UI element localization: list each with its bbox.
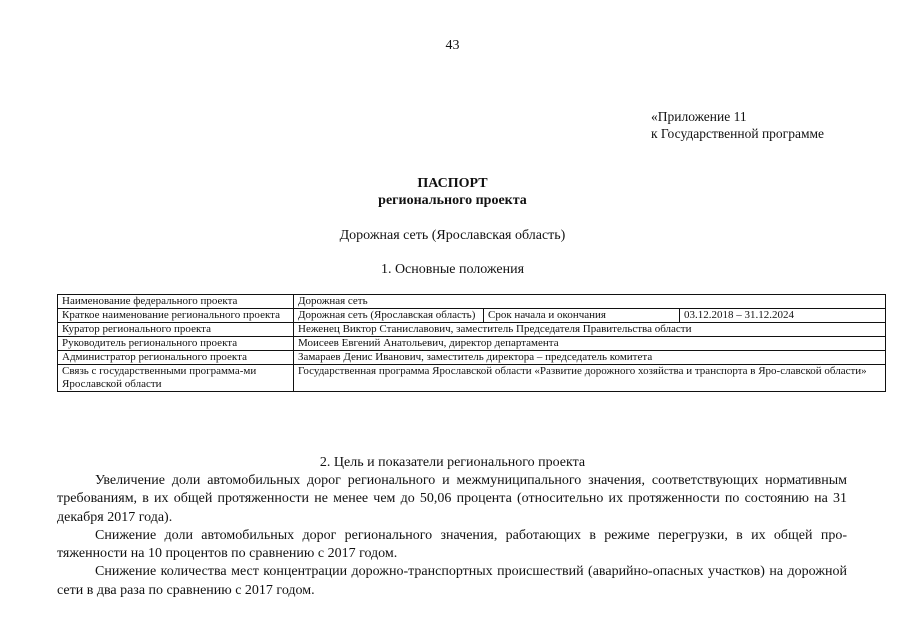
row-label: Администратор регионального проекта <box>58 351 294 365</box>
table-row <box>58 337 886 351</box>
row-value: Моисеев Евгений Анатольевич, директор департамента <box>294 337 886 351</box>
appendix-line-1: «Приложение 11 <box>651 109 747 124</box>
table-row <box>58 365 886 392</box>
section-1-heading: 1. Основные положения <box>380 262 525 277</box>
appendix-reference <box>651 108 824 142</box>
row-value: Дорожная сеть (Ярославская область) <box>294 309 484 323</box>
goal-paragraph: Увеличение доли автомобильных дорог регионального и межмуниципального значения, соответствующих нормативным требованиям, в их общей протяженности не менее чем до 50,06 процента (относительно их протяженности по состоянию на 31 декабря 2017 года). <box>57 473 847 525</box>
row-label: Связь с государственными программа-ми Ярославской области <box>58 365 294 392</box>
goals-text <box>57 472 847 600</box>
document-title <box>0 175 905 209</box>
table-row <box>58 295 886 309</box>
appendix-line-2: к Государственной программе <box>651 126 825 141</box>
row-value: Государственная программа Ярославской области «Развитие дорожного хозяйства и транспорта в Яро-славской области» <box>294 365 886 392</box>
row-value: Замараев Денис Иванович, заместитель директора – председатель комитета <box>294 351 886 365</box>
page-number: 43 <box>445 38 460 53</box>
project-name: Дорожная сеть (Ярославская область) <box>339 228 566 243</box>
term-label: Срок начала и окончания <box>484 309 680 323</box>
row-value: Дорожная сеть <box>294 295 886 309</box>
row-label: Краткое наименование регионального проекта <box>58 309 294 323</box>
row-label: Наименование федерального проекта <box>58 295 294 309</box>
section-2-heading: 2. Цель и показатели регионального проекта <box>319 455 586 470</box>
goal-paragraph: Снижение количества мест концентрации дорожно-транспортных происшествий (аварийно-опасных участков) на дорожной сети в два раза по сравнению с 2017 годом. <box>57 564 847 598</box>
row-label: Руководитель регионального проекта <box>58 337 294 351</box>
row-label: Куратор регионального проекта <box>58 323 294 337</box>
term-value: 03.12.2018 – 31.12.2024 <box>680 309 886 323</box>
table-row <box>58 351 886 365</box>
goal-paragraph: Снижение доли автомобильных дорог регионального значения, работающих в режиме перегрузки, в их общей протяженности на 10 процентов по сравнению с 2017 годом. <box>57 527 847 562</box>
table-row <box>58 323 886 337</box>
title-line-1: ПАСПОРТ <box>417 176 488 191</box>
passport-table <box>57 294 886 392</box>
row-value: Неженец Виктор Станиславович, заместитель Председателя Правительства области <box>294 323 886 337</box>
table-row <box>58 309 886 323</box>
title-line-2: регионального проекта <box>378 193 527 208</box>
